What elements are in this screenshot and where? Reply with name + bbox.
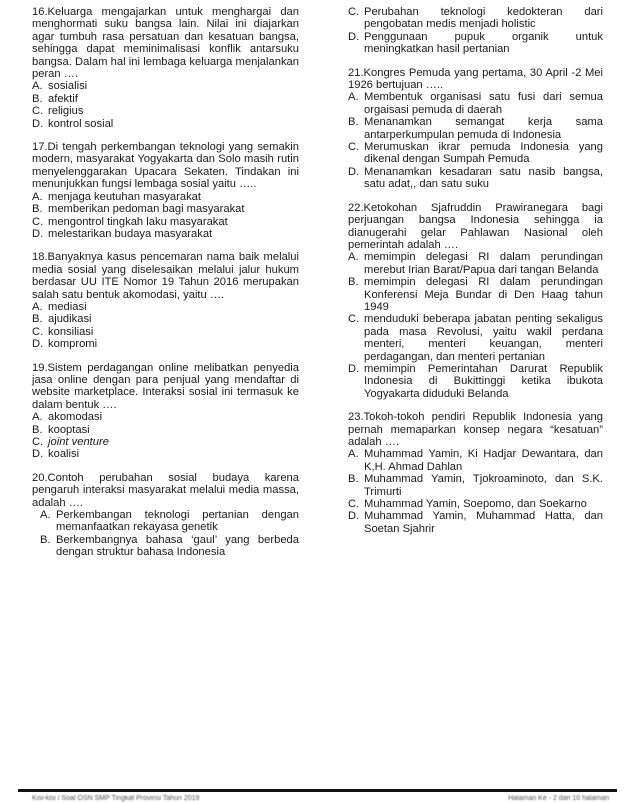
question-21 [348, 67, 603, 191]
option-a: A. Muhammad Yamin, Ki Hadjar Dewantara, dan K,H. Ahmad Dahlan [348, 448, 603, 473]
options-list [348, 251, 603, 400]
option-b: B. ajudikasi [32, 313, 92, 326]
options-list [32, 80, 299, 130]
option-c: C. religius [32, 105, 84, 118]
question-stem: 19.Sistem perdagangan online melibatkan penyedia jasa online dengan para penjual yang mendaftar di website marketplace. Interaksi sosial ini termasuk ke dalam bentuk …. [32, 361, 299, 411]
option-d: D. koalisi [32, 448, 80, 461]
option-a: A. sosialisi [32, 80, 88, 93]
question-stem: 20.Contoh perubahan sosial budaya karena pengaruh interaksi masyarakat melalui media massa, adalah …. [32, 471, 299, 509]
option-d: D. Menanamkan kesadaran satu nasib bangsa, satu adat,, dan satu suku [348, 165, 603, 191]
option-a: A. mediasi [32, 300, 87, 313]
option-c: C. Perubahan teknologi kedokteran dari pengobatan medis menjadi holistic [348, 6, 603, 31]
option-c: C. konsiliasi [32, 325, 94, 338]
options-list [32, 191, 299, 241]
question-stem: 23.Tokoh-tokoh pendiri Republik Indonesia yang pernah memaparkan konsep negara “kesatuan” adalah …. [348, 411, 603, 448]
option-b: B. afektif [32, 92, 78, 105]
option-d: D. melestarikan budaya masyarakat [32, 227, 213, 240]
left-column [32, 6, 299, 570]
option-a: A. memimpin delegasi RI dalam perundingan merebut Irian Barat/Papua dari tangan Belanda [348, 251, 603, 276]
option-b: B. Berkembangnya bahasa ‘gaul’ yang berbeda dengan struktur bahasa Indonesia [40, 533, 299, 559]
option-c: C. joint venture [32, 436, 109, 448]
question-20-continued [348, 6, 603, 56]
option-b: B. kooptasi [32, 423, 90, 436]
option-b: B. memimpin delegasi RI dalam perundingan Konferensi Meja Bundar di Den Haag tahun 1949 [348, 276, 603, 313]
question-stem: 22.Ketokohan Sjafruddin Prawiranegara bagi perjuangan bangsa Indonesia sehingga ia dianugerahi gelar Pahlawan Nasional oleh pemerintah adalah …. [348, 201, 603, 251]
option-d: D. Muhammad Yamin, Muhammad Hatta, dan Soetan Sjahrir [348, 510, 603, 535]
footer-divider [18, 789, 617, 792]
question-19 [32, 362, 299, 461]
option-d: D. kontrol sosial [32, 117, 114, 130]
options-list [32, 411, 299, 461]
option-c: C. Merumuskan ikrar pemuda Indonesia yang dikenal dengan Sumpah Pemuda [348, 141, 603, 166]
option-c: C. menduduki beberapa jabatan penting sekaligus pada masa Revolusi, yaitu wakil perdana menteri, menteri keuangan, menteri perdagangan, dan menteri pertanian [348, 313, 603, 363]
options-list [348, 448, 603, 535]
right-column [348, 6, 603, 546]
question-23 [348, 411, 603, 535]
footer-title: Kisi-kisi / Soal OSN SMP Tingkat Provinsi Tahun 2019 [32, 795, 200, 802]
question-stem: 17.Di tengah perkembangan teknologi yang semakin modern, masyarakat Yogyakarta dan Solo masih rutin menyelenggarakan Upacara Sekaten. Tindakan ini menunjukkan fungsi lembaga sosial yaitu ….. [32, 141, 299, 191]
option-a: A. akomodasi [32, 411, 103, 424]
option-c: C. Muhammad Yamin, Soepomo, dan Soekarno [348, 498, 587, 511]
option-b: B. Muhammad Yamin, Tjokroaminoto, dan S.K. Trimurti [348, 473, 603, 498]
question-17 [32, 141, 299, 240]
page-number: Halaman Ke - 2 dari 10 halaman [508, 795, 609, 802]
option-d: D. Penggunaan pupuk organik untuk meningkatkan hasil pertanian [348, 30, 603, 56]
option-d: D. memimpin Pemerintahan Darurat Republik Indonesia di Bukittinggi ketika ibukota Yogyakarta diduduki Belanda [348, 362, 603, 400]
question-stem: 18.Banyaknya kasus pencemaran nama baik melalui media sosial yang diselesaikan melalui jalur hukum berdasar UU ITE Nomor 19 Tahun 2016 merupakan salah satu bentuk akomodasi, yaitu …. [32, 251, 299, 301]
question-20 [32, 472, 299, 559]
options-list [32, 301, 299, 351]
option-d: D. kompromi [32, 338, 98, 351]
question-22 [348, 202, 603, 401]
options-list [32, 509, 299, 559]
option-a: A. menjaga keutuhan masyarakat [32, 190, 201, 203]
question-18 [32, 251, 299, 350]
option-c: C. mengontrol tingkah laku masyarakat [32, 215, 228, 228]
question-16 [32, 6, 299, 130]
question-stem: 16.Keluarga mengajarkan untuk menghargai dan menghormati suku bangsa lain. Nilai ini diajarkan agar tumbuh rasa persatuan dan kesatuan bangsa, sehingga dapat meminimalisasi konflik antarsuku bangsa. Dalam hal ini lembaga keluarga menjalankan peran …. [32, 6, 299, 81]
option-b: B. memberikan pedoman bagi masyarakat [32, 203, 245, 216]
option-b: B. Menanamkan semangat kerja sama antarperkumpulan pemuda di Indonesia [348, 116, 603, 141]
option-a: A. Membentuk organisasi satu fusi dari semua orgaisasi pemuda di daerah [348, 91, 603, 116]
options-list [348, 91, 603, 190]
question-stem: 21.Kongres Pemuda yang pertama, 30 April -2 Mei 1926 bertujuan ….. [348, 66, 603, 92]
option-a: A. Perkembangan teknologi pertanian dengan memanfaatkan rekayasa genetik [40, 509, 299, 534]
